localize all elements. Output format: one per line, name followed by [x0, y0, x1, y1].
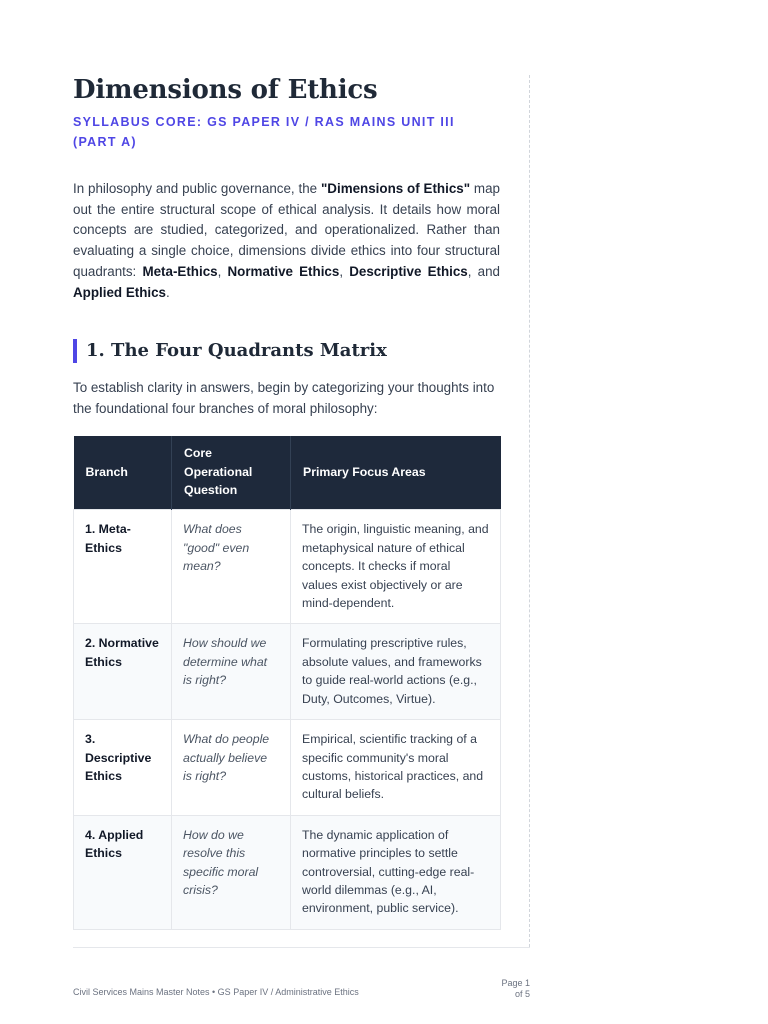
footer-divider [73, 947, 530, 948]
table-row [74, 720, 501, 816]
footer-text: Civil Services Mains Master Notes • GS Paper IV / Administrative Ethics [73, 987, 359, 997]
focus-cell: Formulating prescriptive rules, absolute values, and frameworks to guide real-world actions (e.g., Duty, Outcomes, Virtue). [291, 624, 501, 720]
question-cell: How should we determine what is right? [172, 624, 291, 720]
section-heading: 1. The Four Quadrants Matrix [73, 339, 500, 363]
focus-cell: The origin, linguistic meaning, and metaphysical nature of ethical concepts. It checks if moral values exist objectively or are mind-dependent. [291, 510, 501, 624]
table-row [74, 624, 501, 720]
column-header: Core Operational Question [172, 436, 291, 510]
page-number: Page 1 of 5 [501, 978, 530, 999]
question-cell: What do people actually believe is right? [172, 720, 291, 816]
focus-cell: Empirical, scientific tracking of a specific community's moral customs, historical practices, and cultural beliefs. [291, 720, 501, 816]
branch-cell: 2. Normative Ethics [74, 624, 172, 720]
table-row [74, 510, 501, 624]
syllabus-subtitle: SYLLABUS CORE: GS PAPER IV / RAS MAINS UNIT III (PART A) [73, 115, 455, 149]
branch-cell: 1. Meta-Ethics [74, 510, 172, 624]
question-cell: What does "good" even mean? [172, 510, 291, 624]
main-content [73, 72, 500, 930]
intro-text: , [339, 263, 350, 279]
section-lead: To establish clarity in answers, begin by categorizing your thoughts into the foundational four branches of moral philosophy: [73, 380, 495, 416]
intro-text: map out the entire structural scope of ethical analysis. It details how moral concepts are studied, categorized, and operationalized. Rather than evaluating a single choice, dimensions divide ethics into four structural quadrants: [73, 181, 500, 279]
intro-paragraph [73, 179, 500, 303]
intro-text: , [217, 263, 228, 279]
branch-cell: 3. Descriptive Ethics [74, 720, 172, 816]
intro-text: In philosophy and public governance, the [73, 181, 321, 196]
quadrants-table [73, 436, 501, 930]
intro-bold-term: Applied Ethics [73, 284, 167, 300]
branch-cell: 4. Applied Ethics [74, 815, 172, 929]
margin-divider [529, 75, 530, 947]
intro-bold-term: Normative Ethics [227, 263, 340, 279]
intro-bold-term: Descriptive Ethics [349, 263, 468, 279]
question-cell: How do we resolve this specific moral crisis? [172, 815, 291, 929]
intro-text: , and [467, 263, 500, 279]
intro-bold-term: Meta-Ethics [142, 263, 218, 279]
intro-text: . [166, 284, 170, 300]
column-header: Primary Focus Areas [291, 436, 501, 510]
page-title: Dimensions of Ethics [73, 75, 378, 105]
table-header-row [74, 436, 501, 510]
table-row [74, 815, 501, 929]
column-header: Branch [74, 436, 172, 510]
intro-bold-term: "Dimensions of Ethics" [320, 181, 471, 196]
focus-cell: The dynamic application of normative principles to settle controversial, cutting-edge real-world dilemmas (e.g., AI, environment, public service). [291, 815, 501, 929]
